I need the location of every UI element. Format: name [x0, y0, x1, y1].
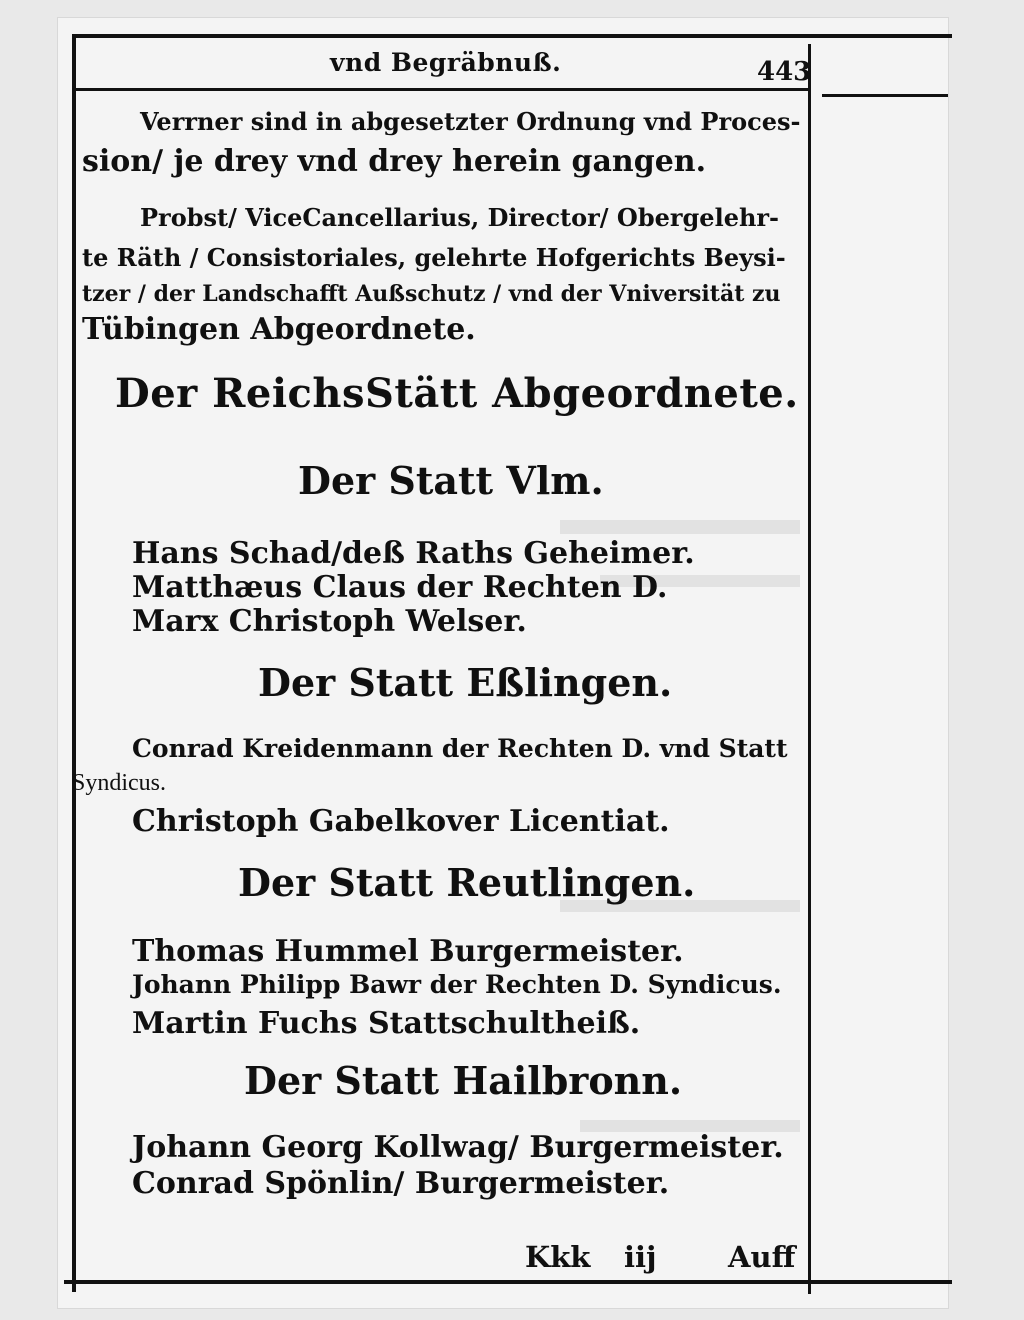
main-heading: Der ReichsStätt Abgeordnete. [115, 370, 799, 417]
city-heading: Der Statt Vlm. [298, 458, 604, 503]
delegate-name: Martin Fuchs Stattschultheiß. [132, 1006, 641, 1041]
delegate-name: Conrad Spönlin/ Burgermeister. [132, 1166, 670, 1201]
page-number: 443 [757, 57, 812, 87]
city-heading: Der Statt Eßlingen. [258, 660, 673, 705]
running-head: vnd Begräbnuß. [330, 48, 562, 77]
signature-number: iij [624, 1240, 657, 1274]
delegate-name: Hans Schad/deß Raths Geheimer. [132, 536, 695, 571]
frame-right-rule [808, 44, 811, 1294]
delegate-name: Thomas Hummel Burgermeister. [132, 934, 684, 969]
catchword: Auff [728, 1240, 796, 1274]
delegate-name: Conrad Kreidenmann der Rechten D. vnd Statt [132, 734, 788, 763]
paragraph-line: sion/ je drey vnd drey herein gangen. [82, 144, 707, 179]
paragraph-line: te Räth / Consistoriales, gelehrte Hofgerichts Beysi- [82, 243, 786, 272]
bleed-through-shadow [560, 520, 800, 534]
delegate-name: Marx Christoph Welser. [132, 604, 527, 639]
frame-top-rule [72, 34, 952, 38]
delegate-name: Johann Georg Kollwag/ Burgermeister. [132, 1130, 784, 1165]
frame-bottom-rule [64, 1280, 952, 1284]
paragraph-line: Verrner sind in abgesetzter Ordnung vnd Proces- [140, 107, 801, 136]
frame-left-rule [72, 34, 76, 1292]
delegate-name: Christoph Gabelkover Licentiat. [132, 804, 670, 839]
delegate-name-continuation: Syndicus. [72, 770, 167, 796]
paragraph-line: Probst/ ViceCancellarius, Director/ Obergelehr- [140, 203, 780, 232]
paragraph-line: tzer / der Landschafft Außschutz / vnd der Vniversität zu [82, 281, 781, 307]
city-heading: Der Statt Reutlingen. [238, 860, 696, 905]
delegate-name: Matthæus Claus der Rechten D. [132, 570, 668, 605]
header-rule [76, 88, 810, 91]
signature-mark: Kkk [525, 1240, 591, 1274]
margin-rule [822, 94, 948, 97]
city-heading: Der Statt Hailbronn. [244, 1058, 683, 1103]
paragraph-line: Tübingen Abgeordnete. [82, 312, 476, 347]
delegate-name: Johann Philipp Bawr der Rechten D. Syndicus. [132, 970, 782, 999]
